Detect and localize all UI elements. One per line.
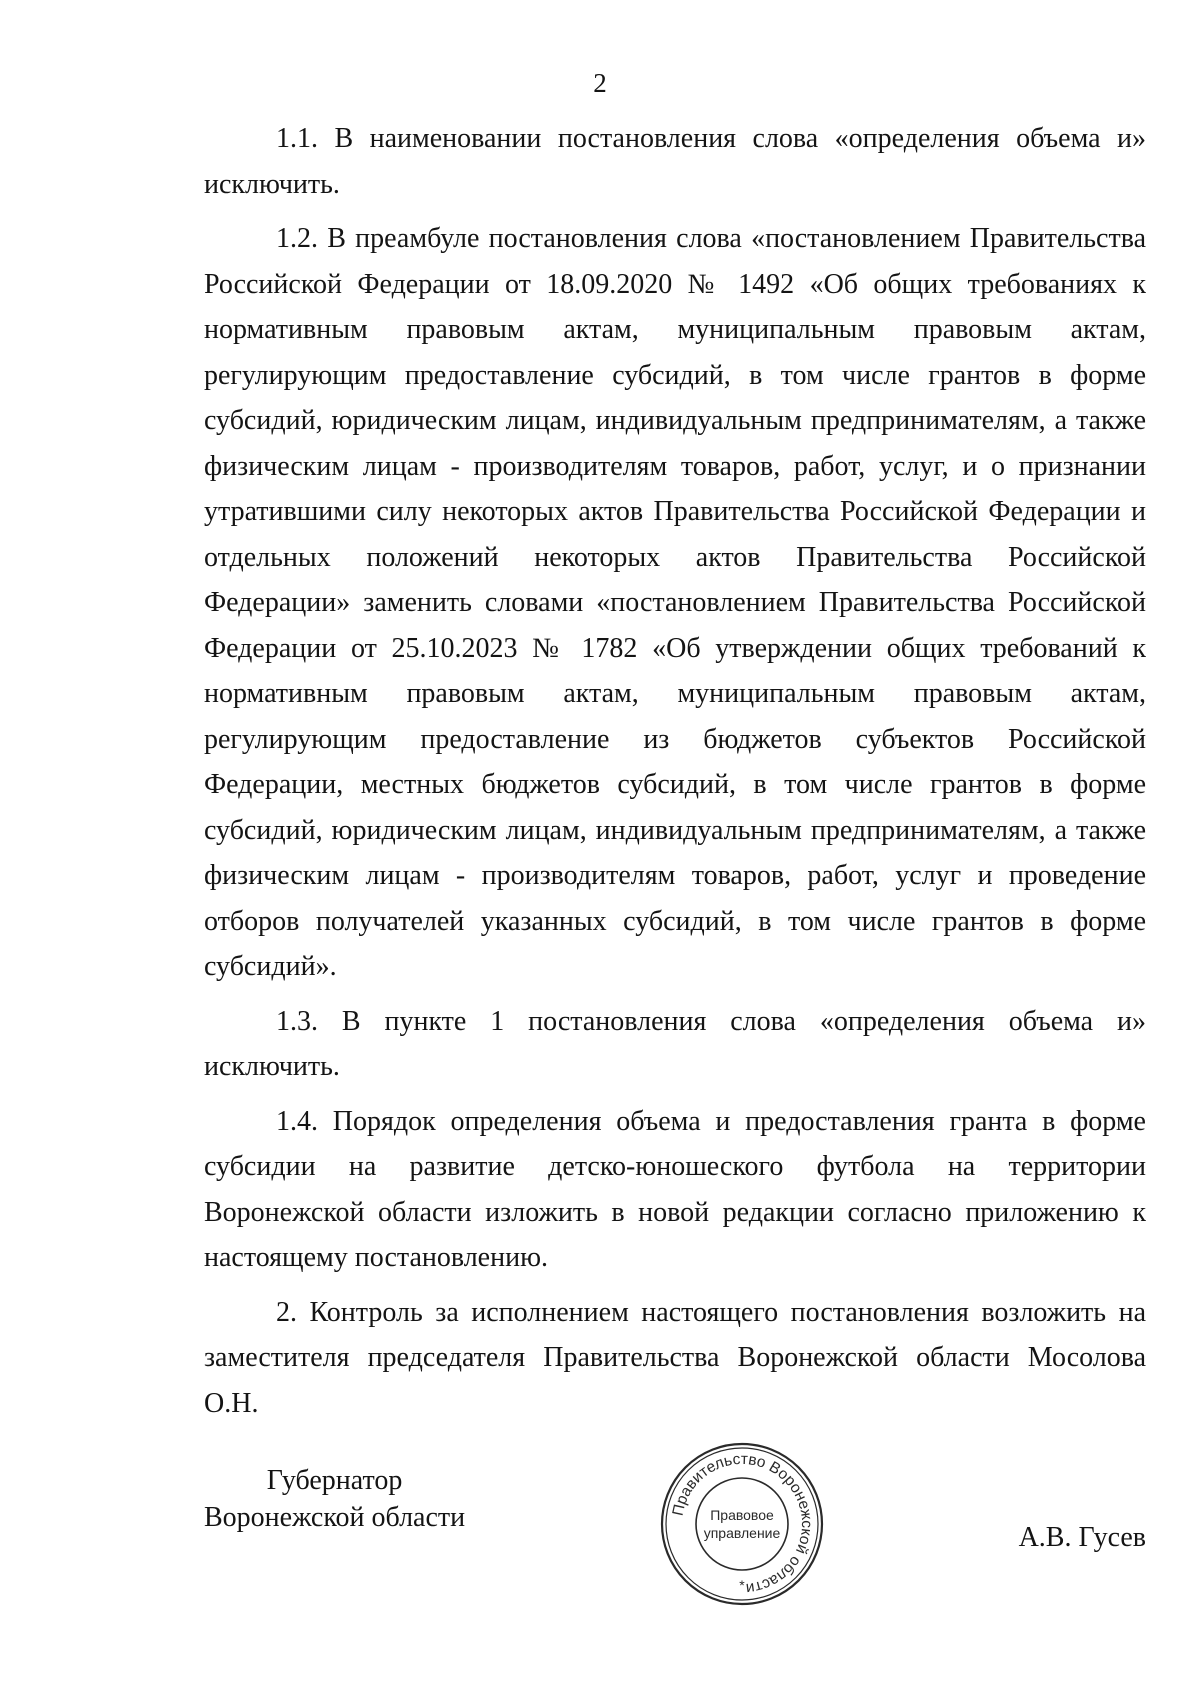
- seal-inner-line2: управление: [703, 1525, 781, 1541]
- signatory-position-line2: Воронежской области: [204, 1502, 466, 1533]
- signature-block: [204, 1450, 1146, 1612]
- page-number: 2: [593, 68, 607, 98]
- paragraph-1-2: 1.2. В преамбуле постановления слова «постановлением Правительства Российской Федерации от 18.09.2020 № 1492 «Об общих требованиях к нормативным правовым актам, муниципальным правовым актам, регулирующим предоставление субсидий, в том числе грантов в форме субсидий, юридическим лицам, индивидуальным предпринимателям, а также физическим лицам - производителям товаров, работ, услуг, и о признании утратившими силу некоторых актов Правительства Российской Федерации и отдельных положений некоторых актов Правительства Российской Федерации» заменить словами «постановлением Правительства Российской Федерации от 25.10.2023 № 1782 «Об утверждении общих требований к нормативным правовым актам, муниципальным правовым актам, регулирующим предоставление из бюджетов субъектов Российской Федерации, местных бюджетов субсидий, в том числе грантов в форме субсидий, юридическим лицам, индивидуальным предпринимателям, а также физическим лицам - производителям товаров, работ, услуг и проведение отборов получателей указанных субсидий, в том числе грантов в форме субсидий».: [204, 223, 1146, 982]
- paragraph-2: 2. Контроль за исполнением настоящего постановления возложить на заместителя председателя Правительства Воронежской области Мосолова О.Н.: [204, 1296, 1146, 1419]
- signatory-position-line1: Губернатор: [266, 1465, 403, 1496]
- seal-outer-text: Правительство Воронежской области: [669, 1450, 816, 1597]
- paragraph-1-3: 1.3. В пункте 1 постановления слова «определения объема и» исключить.: [204, 1005, 1146, 1082]
- document-body: [204, 116, 1146, 1435]
- paragraph-1-1: 1.1. В наименовании постановления слова «определения объема и» исключить.: [204, 123, 1146, 200]
- official-seal: [658, 1440, 826, 1608]
- seal-inner-line1: Правовое: [710, 1507, 774, 1523]
- signatory-name: А.В. Гусев: [1018, 1522, 1146, 1553]
- signatory-position: [204, 1462, 465, 1536]
- seal-star: *: [739, 1577, 745, 1593]
- paragraph-1-4: 1.4. Порядок определения объема и предоставления гранта в форме субсидии на развитие детско-юношеского футбола на территории Воронежской области изложить в новой редакции согласно приложению к настоящему постановлению.: [204, 1105, 1146, 1273]
